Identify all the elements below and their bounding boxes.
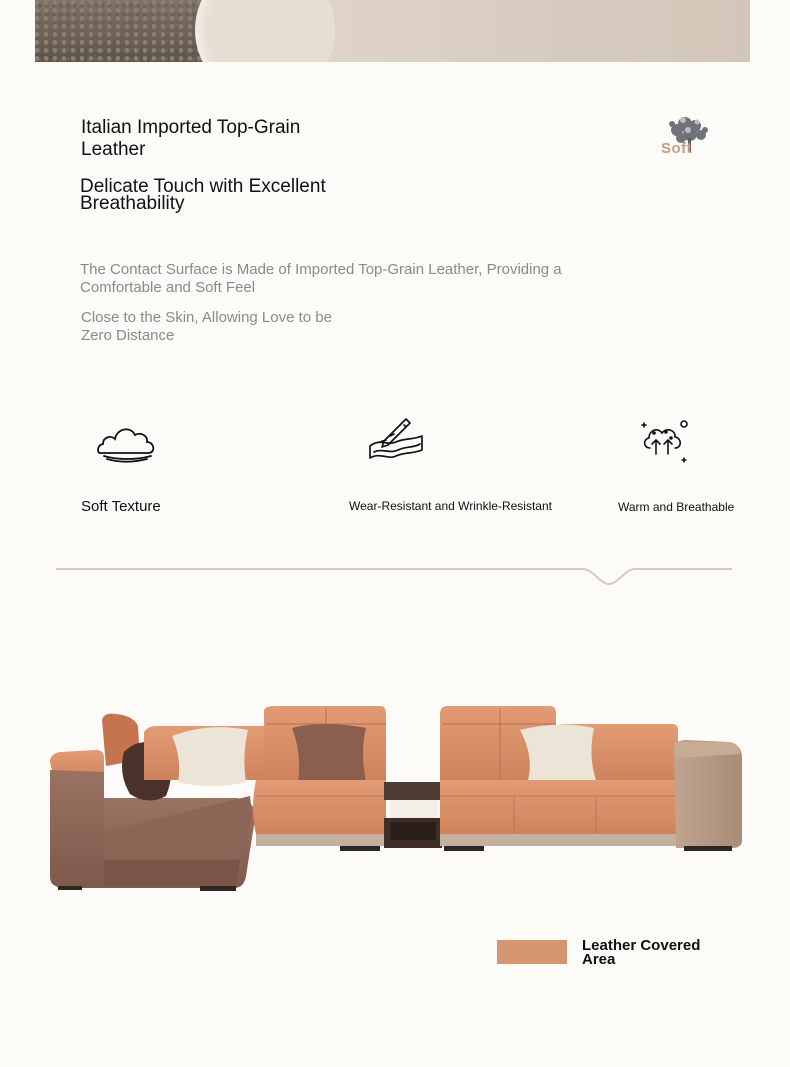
description-p1-line-1: The Contact Surface is Made of Imported Top-Grain Leather, Providing a	[80, 261, 562, 278]
legend-label-line-1: Leather Covered	[582, 937, 701, 954]
legend-label-line-2: Area	[582, 951, 616, 968]
cloud-icon	[95, 420, 157, 468]
page-subtitle-line-1: Delicate Touch with Excellent	[80, 176, 326, 197]
soft-logo-word: Soft	[661, 140, 693, 157]
breathable-trees-icon	[640, 418, 702, 466]
section-divider	[56, 560, 732, 590]
description-paragraph-2	[81, 309, 332, 345]
sofa-image	[44, 700, 748, 895]
description-p2-line-1: Close to the Skin, Allowing Love to be	[81, 309, 332, 326]
page-title-line-2: Leather	[81, 139, 146, 160]
leather-texture-banner	[35, 0, 750, 62]
feature-label-warm-breathable: Warm and Breathable	[618, 500, 735, 514]
description-p1-line-2: Comfortable and Soft Feel	[80, 279, 256, 296]
page-title	[81, 117, 300, 161]
feature-label-soft-texture: Soft Texture	[81, 498, 161, 515]
soft-logo	[655, 110, 717, 165]
scratch-resistant-icon	[366, 416, 428, 464]
legend-label	[582, 939, 700, 967]
description-paragraph-1	[80, 261, 562, 297]
feature-label-wear-resistant: Wear-Resistant and Wrinkle-Resistant	[349, 499, 552, 513]
description-p2-line-2: Zero Distance	[81, 327, 175, 344]
page-subtitle	[80, 178, 326, 212]
page-title-line-1: Italian Imported Top-Grain	[81, 117, 301, 138]
legend-swatch-leather	[497, 940, 567, 964]
page-subtitle-line-2: Breathability	[80, 193, 185, 214]
